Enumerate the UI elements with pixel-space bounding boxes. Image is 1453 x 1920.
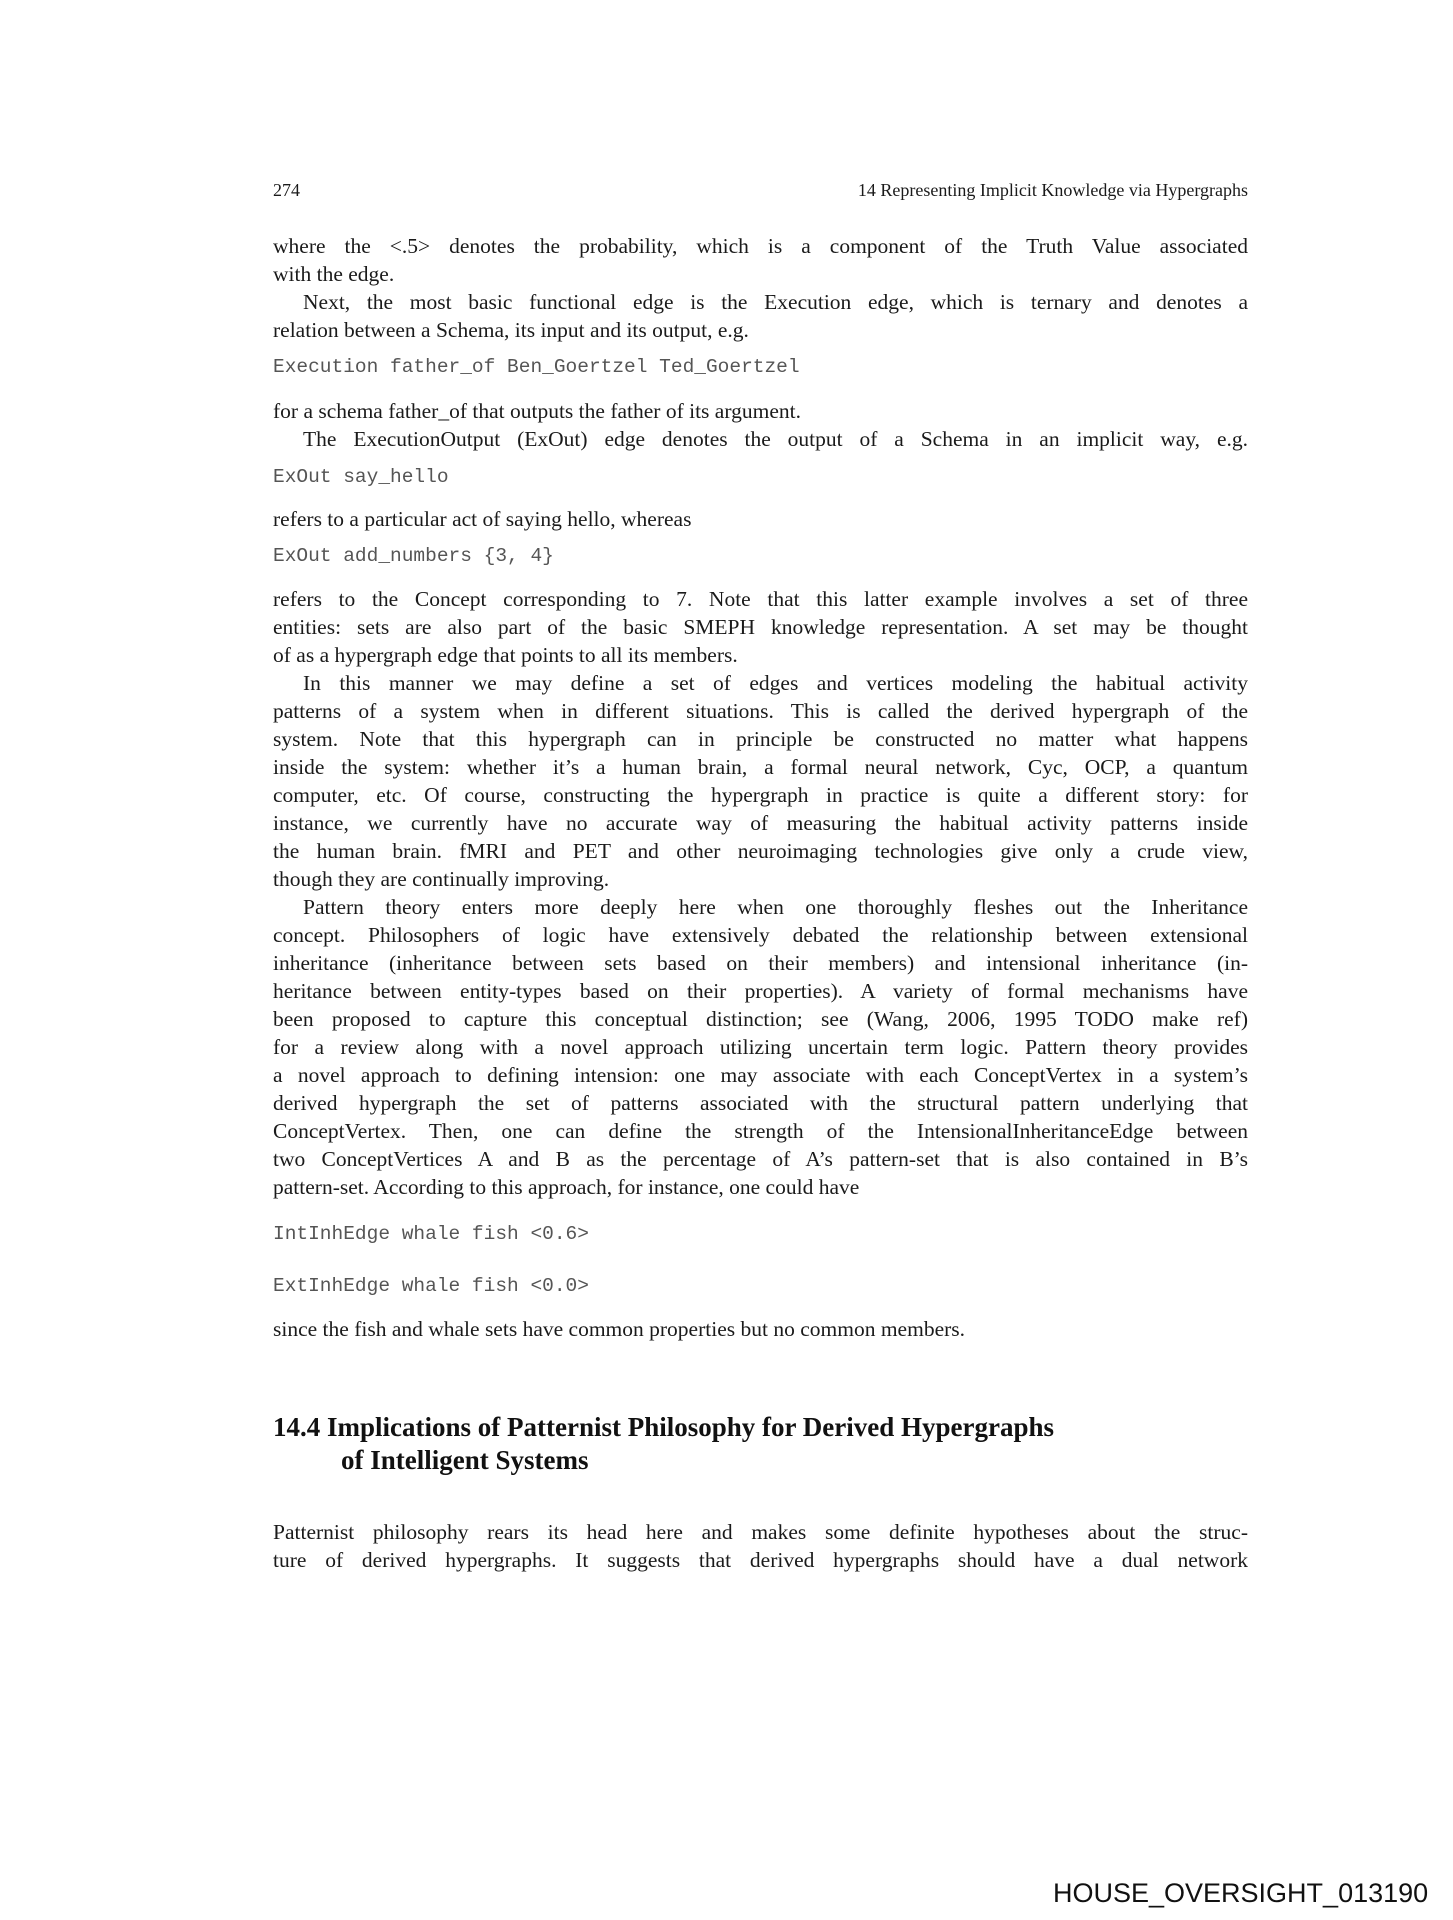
body-line: since the fish and whale sets have common properties but no common members.: [273, 1317, 966, 1341]
body-line: concept. Philosophers of logic have extensively debated the relationship between extensional: [273, 923, 1248, 947]
section-number: 14.4: [273, 1412, 321, 1442]
section-title-line1: Implications of Patternist Philosophy for Derived Hypergraphs: [327, 1412, 1054, 1442]
body-line: two ConceptVertices A and B as the percentage of A’s pattern-set that is also contained in B’s: [273, 1147, 1248, 1171]
code-line: ExtInhEdge whale fish <0.0>: [273, 1275, 589, 1297]
bates-stamp: HOUSE_OVERSIGHT_013190: [1053, 1878, 1429, 1908]
body-line: instance, we currently have no accurate way of measuring the habitual activity patterns inside: [273, 811, 1248, 835]
section-heading-continuation: of Intelligent Systems: [341, 1445, 589, 1475]
body-line: pattern-set. According to this approach, for instance, one could have: [273, 1175, 860, 1199]
body-line: In this manner we may define a set of edges and vertices modeling the habitual activity: [303, 671, 1248, 695]
code-line: Execution father_of Ben_Goertzel Ted_Goertzel: [273, 356, 800, 378]
body-line: ture of derived hypergraphs. It suggests that derived hypergraphs should have a dual network: [273, 1548, 1248, 1572]
body-line: where the <.5> denotes the probability, which is a component of the Truth Value associated: [273, 234, 1248, 258]
body-line: entities: sets are also part of the basic SMEPH knowledge representation. A set may be thought: [273, 615, 1248, 639]
section-heading: [273, 1410, 1054, 1444]
body-line: system. Note that this hypergraph can in principle be constructed no matter what happens: [273, 727, 1248, 751]
body-line: of as a hypergraph edge that points to all its members.: [273, 643, 738, 667]
body-line: derived hypergraph the set of patterns associated with the structural pattern underlying that: [273, 1091, 1248, 1115]
body-line: refers to a particular act of saying hello, whereas: [273, 507, 692, 531]
code-line: ExOut add_numbers {3, 4}: [273, 545, 554, 567]
body-line: though they are continually improving.: [273, 867, 610, 891]
body-line: patterns of a system when in different situations. This is called the derived hypergraph of the: [273, 699, 1248, 723]
body-line: been proposed to capture this conceptual distinction; see (Wang, 2006, 1995 TODO make ref): [273, 1007, 1248, 1031]
code-line: IntInhEdge whale fish <0.6>: [273, 1223, 589, 1245]
page-number: 274: [273, 180, 300, 200]
code-line: ExOut say_hello: [273, 466, 449, 488]
body-line: refers to the Concept corresponding to 7. Note that this latter example involves a set of three: [273, 587, 1248, 611]
body-line: inside the system: whether it’s a human brain, a formal neural network, Cyc, OCP, a quantum: [273, 755, 1248, 779]
body-line: the human brain. fMRI and PET and other neuroimaging technologies give only a crude view,: [273, 839, 1248, 863]
running-header: [273, 180, 1248, 204]
body-line: a novel approach to defining intension: one may associate with each ConceptVertex in a system’s: [273, 1063, 1248, 1087]
body-line: for a schema father_of that outputs the father of its argument.: [273, 399, 801, 423]
body-line: relation between a Schema, its input and its output, e.g.: [273, 318, 749, 342]
body-line: The ExecutionOutput (ExOut) edge denotes the output of a Schema in an implicit way, e.g.: [303, 427, 1248, 451]
body-line: with the edge.: [273, 262, 395, 286]
body-line: Next, the most basic functional edge is the Execution edge, which is ternary and denotes a: [303, 290, 1248, 314]
body-line: inheritance (inheritance between sets based on their members) and intensional inheritance (in-: [273, 951, 1248, 975]
body-line: Patternist philosophy rears its head here and makes some definite hypotheses about the struc-: [273, 1520, 1248, 1544]
body-line: Pattern theory enters more deeply here when one thoroughly fleshes out the Inheritance: [303, 895, 1248, 919]
body-line: heritance between entity-types based on their properties). A variety of formal mechanisms have: [273, 979, 1248, 1003]
body-line: computer, etc. Of course, constructing the hypergraph in practice is quite a different story: for: [273, 783, 1248, 807]
running-title: 14 Representing Implicit Knowledge via Hypergraphs: [857, 180, 1248, 200]
body-line: ConceptVertex. Then, one can define the strength of the IntensionalInheritanceEdge between: [273, 1119, 1248, 1143]
body-line: for a review along with a novel approach utilizing uncertain term logic. Pattern theory provides: [273, 1035, 1248, 1059]
